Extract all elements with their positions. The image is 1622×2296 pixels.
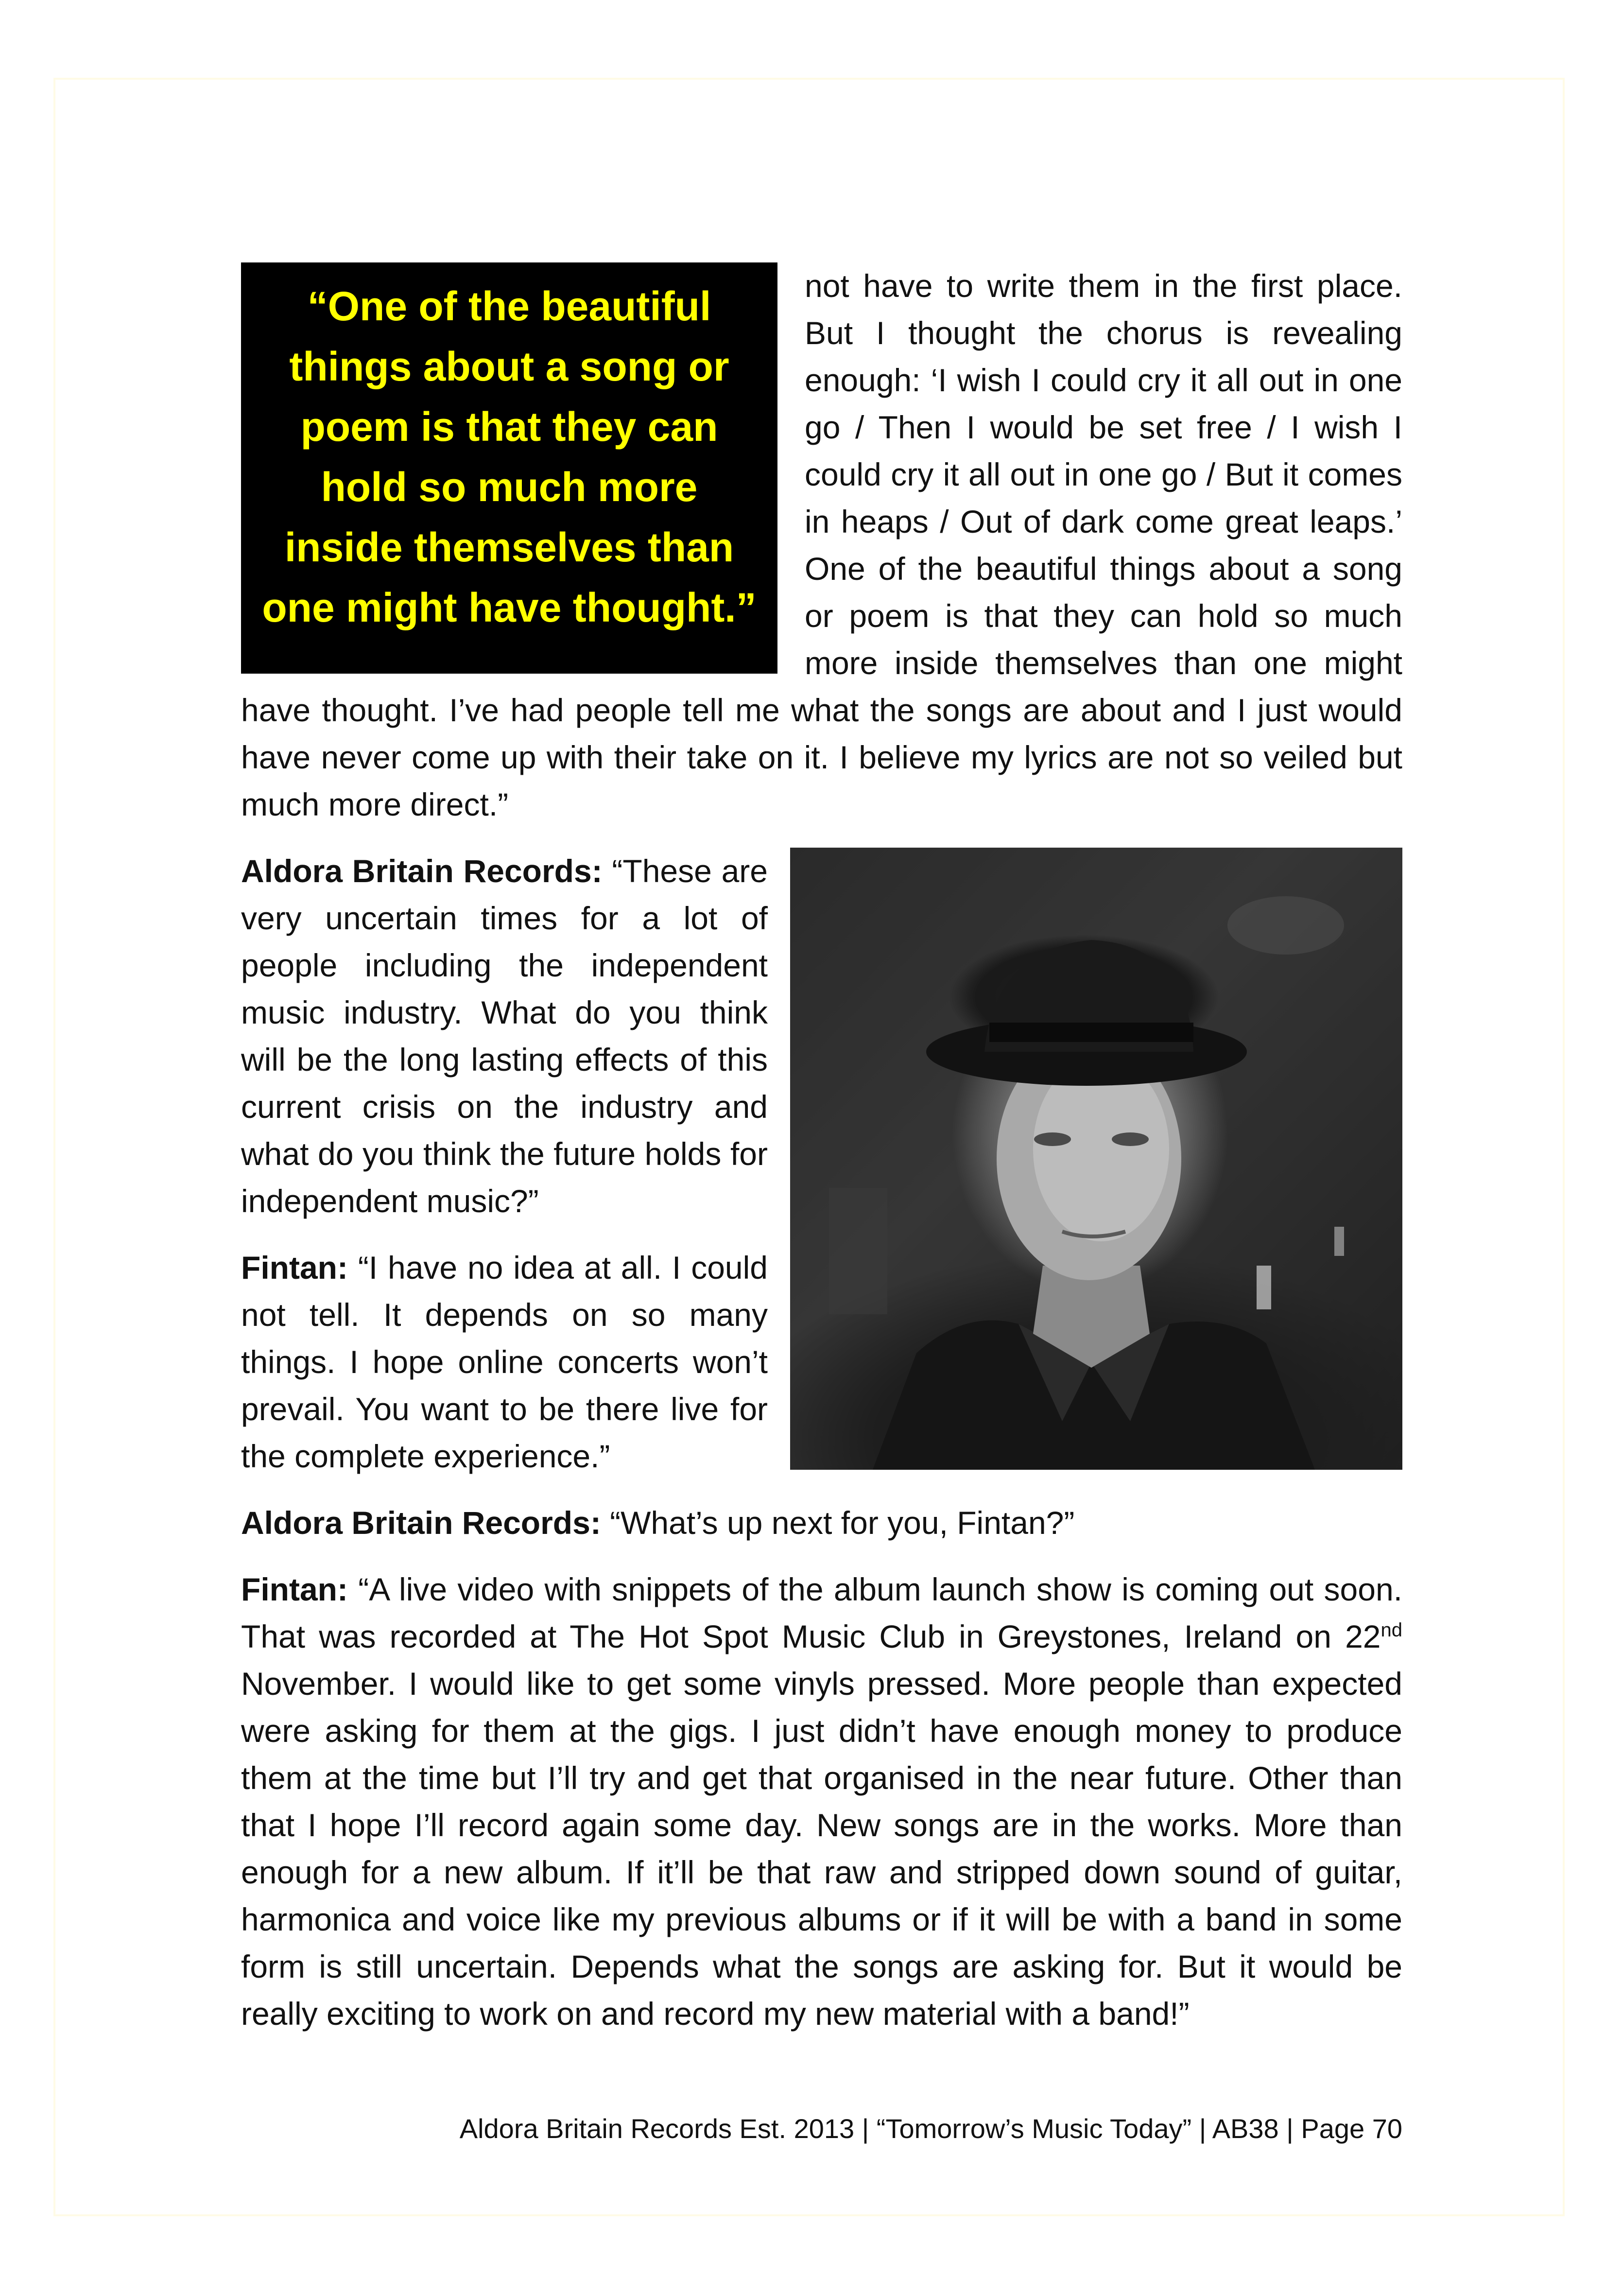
answer-2-text-end: November. I would like to get some vinyls pressed. More people than expected were asking for them at the gigs. I just didn’t have enough money to produce them at the time but I’ll try and get that organised in the near future. Other than that I hope I’ll record again some day. New songs are in the works. More than enough for a new album. If it’ll be that raw and stripped down sound of guitar, harmonica and voice like my previous albums or if it will be with a band in some form is still uncertain. Depends what the songs are asking for. But it would be really exciting to work on and record my new material with a band!”: [241, 1666, 1402, 2032]
interview-question-2: [241, 1499, 1402, 1547]
question-1-text: “These are very uncertain times for a lot of people including the independent music industry. What do you think will be the long lasting effects of this current crisis on the industry and what do you think the future holds for independent music?”: [241, 853, 768, 1219]
question-1-speaker: Aldora Britain Records:: [241, 853, 603, 889]
pull-quote-box: [241, 262, 777, 674]
answer-2-text-start: “A live video with snippets of the album launch show is coming out soon. That was recorded at The Hot Spot Music Club in Greystones, Ireland on 22: [241, 1571, 1402, 1654]
pull-quote-text: “One of the beautiful things about a song or poem is that they can hold so much more inside themselves than one might have thought.”: [262, 283, 757, 630]
answer-1-text: “I have no idea at all. I could not tell. It depends on so many things. I hope online concerts won’t prevail. You want to be there live for the complete experience.”: [241, 1250, 768, 1474]
portrait-photo: [790, 848, 1402, 1470]
paragraph-continued: not have to write them in the first place. But I thought the chorus is revealing enough: ‘I wish I could cry it all out in one go / Then I would be set free / I wish I could cry it all out in one go / But it comes in heaps / Out of dark come great leaps.’ One of the beautiful things about a song or poem is that they can hold so much more inside themselves than one might have thought. I’ve had people tell me what the songs are about and I just would have never come up with their take on it. I believe my lyrics are not so veiled but much more direct.”: [241, 268, 1402, 822]
article-body: [241, 262, 1402, 2057]
question-2-speaker: Aldora Britain Records:: [241, 1505, 601, 1541]
page-footer: Aldora Britain Records Est. 2013 | “Tomorrow’s Music Today” | AB38 | Page 70: [459, 2113, 1402, 2144]
interview-answer-2: [241, 1566, 1402, 2037]
ordinal-suffix: nd: [1380, 1619, 1402, 1641]
portrait-illustration: [790, 848, 1402, 1470]
question-2-text: “What’s up next for you, Fintan?”: [601, 1505, 1075, 1541]
answer-1-speaker: Fintan:: [241, 1250, 348, 1286]
answer-2-speaker: Fintan:: [241, 1571, 348, 1607]
